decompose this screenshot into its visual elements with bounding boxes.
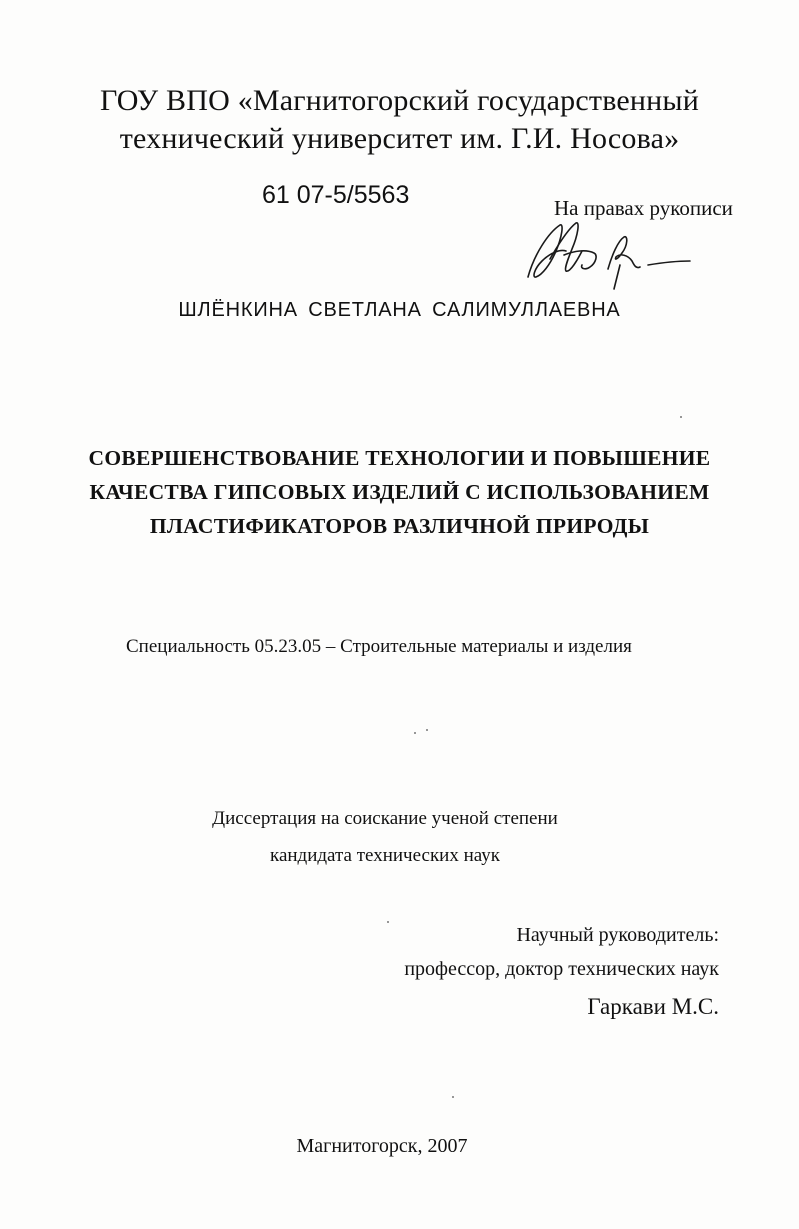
scan-speck (426, 729, 428, 731)
dissertation-title (0, 441, 799, 543)
institution-line-1: ГОУ ВПО «Магнитогорский государственный (99, 84, 700, 117)
institution-line-2: технический университет им. Г.И. Носова» (119, 122, 680, 155)
title-line-3: ПЛАСТИФИКАТОРОВ РАЗЛИЧНОЙ ПРИРОДЫ (149, 514, 650, 538)
degree-statement (0, 800, 770, 874)
catalog-number: 61 07-5/5563 (262, 181, 410, 209)
specialty: Специальность 05.23.05 – Строительные материалы и изделия (126, 636, 632, 657)
title-line-1: СОВЕРШЕНСТВОВАНИЕ ТЕХНОЛОГИИ И ПОВЫШЕНИЕ (88, 446, 711, 470)
institution-header (0, 82, 799, 158)
manuscript-note: На правах рукописи (554, 196, 733, 220)
scan-speck (680, 416, 682, 418)
scan-speck (452, 1096, 454, 1098)
scan-speck (387, 921, 389, 923)
advisor-name: Гаркави М.С. (587, 994, 719, 1019)
city-year: Магнитогорск, 2007 (296, 1135, 468, 1157)
author-name: ШЛЁНКИНА СВЕТЛАНА САЛИМУЛЛАЕВНА (178, 299, 621, 321)
title-line-2: КАЧЕСТВА ГИПСОВЫХ ИЗДЕЛИЙ С ИСПОЛЬЗОВАНИЕМ (89, 480, 710, 504)
scan-speck (414, 732, 416, 734)
signature-icon (520, 215, 695, 295)
advisor-title: профессор, доктор технических наук (404, 958, 719, 980)
degree-line-2: кандидата технических наук (270, 845, 500, 866)
advisor-label: Научный руководитель: (516, 924, 719, 946)
degree-line-1: Диссертация на соискание ученой степени (212, 808, 558, 829)
